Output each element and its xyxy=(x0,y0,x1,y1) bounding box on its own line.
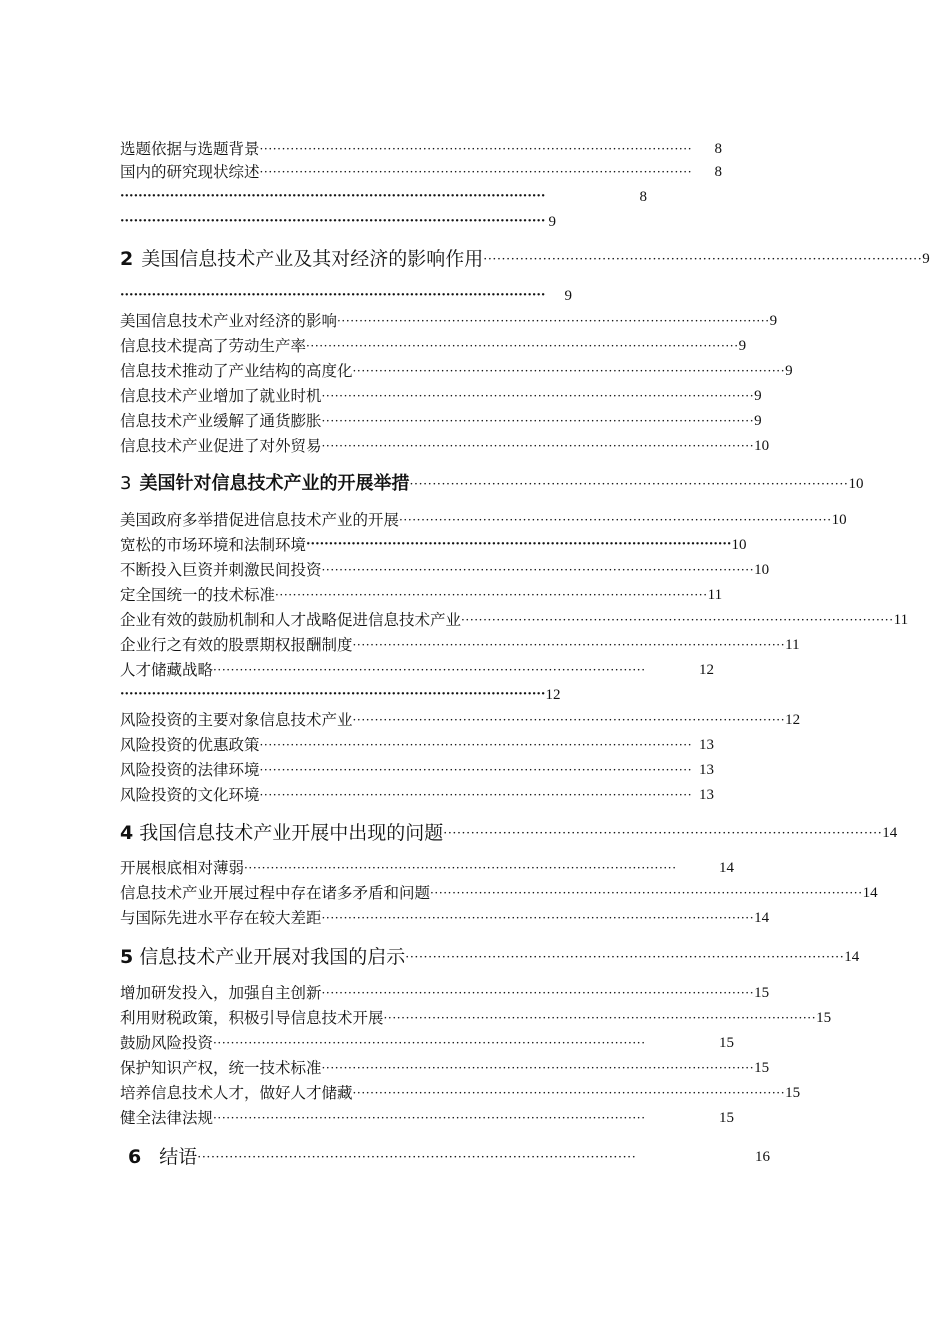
toc-entry[interactable] xyxy=(120,1032,734,1054)
chapter-number: 5 xyxy=(120,946,134,968)
toc-entry-title: 企业行之有效的股票期权报酬制度 xyxy=(120,636,353,654)
toc-entry[interactable] xyxy=(120,709,801,731)
toc-page-number: 9 xyxy=(922,251,930,267)
toc-page-number: 9 xyxy=(754,413,762,429)
toc-page-number: 8 xyxy=(714,141,722,157)
toc-page-number: 15 xyxy=(785,1085,801,1101)
toc-chapter[interactable] xyxy=(120,469,864,499)
chapter-number: 6 xyxy=(128,1146,142,1168)
dot-leader: ·································································································· xyxy=(213,663,646,677)
dot-leader: ································································································ xyxy=(409,476,849,491)
toc-entry[interactable] xyxy=(120,1057,770,1079)
toc-entry-title: 国内的研究现状综述 xyxy=(120,163,260,181)
toc-entry[interactable] xyxy=(120,138,722,160)
toc-chapter[interactable] xyxy=(128,1142,770,1172)
toc-page-number: 12 xyxy=(545,687,561,703)
toc-entry-title: 保护知识产权，统一技术标准 xyxy=(120,1059,322,1077)
toc-page-number: 11 xyxy=(893,612,909,628)
dot-leader: ·································································································· xyxy=(399,513,832,527)
toc-chapter[interactable] xyxy=(120,942,860,972)
toc-entry[interactable] xyxy=(120,161,722,183)
chapter-number: 2 xyxy=(120,248,134,270)
toc-entry[interactable] xyxy=(120,634,800,656)
toc-entry-title: 鼓励风险投资 xyxy=(120,1034,214,1052)
toc-page-number: 15 xyxy=(719,1110,734,1126)
dot-leader: ·································································································· xyxy=(275,588,708,602)
toc-entry-title: 信息技术产业促进了对外贸易 xyxy=(120,437,322,455)
dot-leader: ·································································································· xyxy=(461,613,894,627)
toc-chapter-title: 5 信息技术产业开展对我国的启示 xyxy=(120,946,406,968)
toc-page-number: 9 xyxy=(769,313,778,329)
toc-chapter[interactable] xyxy=(120,244,930,274)
toc-entry[interactable] xyxy=(120,534,747,556)
toc-entry[interactable] xyxy=(120,559,770,581)
toc-entry[interactable] xyxy=(120,360,793,382)
dot-leader: ·································································································· xyxy=(352,713,786,727)
toc-entry[interactable] xyxy=(120,310,778,332)
toc-page-number: 13 xyxy=(699,762,714,778)
toc-entry[interactable] xyxy=(120,285,572,307)
toc-page-number: 14 xyxy=(862,885,878,901)
toc-entry[interactable] xyxy=(120,759,714,781)
toc-entry[interactable] xyxy=(120,982,770,1004)
toc-page-number: 15 xyxy=(754,1060,770,1076)
dot-leader: ·································································································· xyxy=(259,763,693,777)
toc-entry[interactable] xyxy=(120,1107,734,1129)
toc-page-number: 15 xyxy=(719,1035,734,1051)
toc-page-number: 15 xyxy=(754,985,770,1001)
dot-leader: ·································································································· xyxy=(321,1061,755,1075)
toc-page-number: 10 xyxy=(754,438,770,454)
dot-leader: ·································································································· xyxy=(259,165,693,179)
toc-page-number: 16 xyxy=(755,1149,770,1165)
dot-leader: ·································································································· xyxy=(244,861,677,875)
toc-page-number: 12 xyxy=(785,712,801,728)
toc-page-number: 14 xyxy=(844,949,860,965)
toc-entry[interactable] xyxy=(120,186,647,208)
toc-entry[interactable] xyxy=(120,784,714,806)
toc-entry[interactable] xyxy=(120,609,909,631)
dot-leader: ·································································································· xyxy=(321,414,755,428)
toc-entry[interactable] xyxy=(120,734,714,756)
toc-entry-title: 宽松的市场环境和法制环境 xyxy=(120,536,307,554)
toc-entry[interactable] xyxy=(120,211,556,233)
dot-leader: ······························································································ xyxy=(120,288,546,303)
dot-leader: ································································································ xyxy=(197,1149,637,1164)
toc-entry-title: 风险投资的主要对象信息技术产业 xyxy=(120,711,353,729)
toc-page-number: 13 xyxy=(699,787,714,803)
toc-chapter-title: 2 美国信息技术产业及其对经济的影响作用 xyxy=(120,248,484,270)
toc-page-number: 9 xyxy=(785,363,793,379)
toc-entry-title: 培养信息技术人才，做好人才储藏 xyxy=(120,1084,353,1102)
toc-entry-title: 企业有效的鼓励机制和人才战略促进信息技术产业 xyxy=(120,611,462,629)
toc-page-number: 10 xyxy=(731,537,747,553)
toc-entry-title: 增加研发投入，加强自主创新 xyxy=(120,984,322,1002)
toc-chapter-title: 6 结语 xyxy=(128,1146,198,1168)
dot-leader: ······························································································ xyxy=(120,687,546,702)
toc-page-number: 13 xyxy=(699,737,714,753)
toc-entry[interactable] xyxy=(120,1082,801,1104)
toc-entry-title: 人才储藏战略 xyxy=(120,661,214,679)
toc-entry-title: 定全国统一的技术标准 xyxy=(120,586,276,604)
toc-entry-title: 风险投资的文化环境 xyxy=(120,786,260,804)
dot-leader: ·································································································· xyxy=(321,563,755,577)
toc-page-number: 8 xyxy=(639,189,647,205)
toc-entry-title: 信息技术产业增加了就业时机 xyxy=(120,387,322,405)
dot-leader: ·································································································· xyxy=(321,911,755,925)
toc-entry-title: 美国政府多举措促进信息技术产业的开展 xyxy=(120,511,400,529)
toc-entry-title: 利用财税政策，积极引导信息技术开展 xyxy=(120,1009,384,1027)
toc-entry-title: 风险投资的法律环境 xyxy=(120,761,260,779)
dot-leader: ································································································ xyxy=(405,949,845,964)
dot-leader: ································································································ xyxy=(443,825,883,840)
toc-page-number: 12 xyxy=(699,662,714,678)
toc-entry[interactable] xyxy=(120,584,723,606)
dot-leader: ································································································ xyxy=(483,251,923,266)
chapter-number: 3 xyxy=(120,473,132,494)
toc-page-number: 9 xyxy=(548,214,556,230)
toc-entry[interactable] xyxy=(120,509,847,531)
toc-page-number: 14 xyxy=(882,825,898,841)
toc-entry[interactable] xyxy=(120,857,734,879)
dot-leader: ·································································································· xyxy=(259,788,693,802)
toc-page-number: 10 xyxy=(754,562,770,578)
toc-chapter-title: 3 美国针对信息技术产业的开展举措 xyxy=(120,473,410,494)
toc-entry[interactable] xyxy=(120,659,714,681)
toc-chapter[interactable] xyxy=(120,818,898,848)
toc-chapter-title: 4 我国信息技术产业开展中出现的问题 xyxy=(120,822,444,844)
toc-entry-title: 与国际先进水平存在较大差距 xyxy=(120,909,322,927)
toc-entry-title: 开展根底相对薄弱 xyxy=(120,859,245,877)
toc-page-number: 9 xyxy=(564,288,572,304)
dot-leader: ·································································································· xyxy=(352,638,786,652)
toc-entry-title: 信息技术产业开展过程中存在诸多矛盾和问题 xyxy=(120,884,431,902)
toc-entry-title: 风险投资的优惠政策 xyxy=(120,736,260,754)
toc-entry-title: 信息技术产业缓解了通货膨胀 xyxy=(120,412,322,430)
dot-leader: ·································································································· xyxy=(306,339,739,353)
toc-entry[interactable] xyxy=(120,684,561,706)
dot-leader: ·································································································· xyxy=(321,986,755,1000)
dot-leader: ·································································································· xyxy=(383,1011,817,1025)
toc-entry-title: 选题依据与选题背景 xyxy=(120,140,260,158)
toc-entry[interactable] xyxy=(120,907,770,929)
toc-page-number: 11 xyxy=(707,587,723,603)
toc-entry[interactable] xyxy=(120,335,747,357)
dot-leader: ·································································································· xyxy=(259,142,693,156)
chapter-number: 4 xyxy=(120,822,134,844)
dot-leader: ·································································································· xyxy=(213,1036,646,1050)
dot-leader: ·································································································· xyxy=(430,886,863,900)
dot-leader: ·································································································· xyxy=(321,389,755,403)
toc-entry-title: 美国信息技术产业对经济的影响 xyxy=(120,312,338,330)
toc-entry[interactable] xyxy=(120,410,762,432)
toc-entry[interactable] xyxy=(120,385,762,407)
toc-entry-title: 健全法律法规 xyxy=(120,1109,214,1127)
dot-leader: ·································································································· xyxy=(352,364,786,378)
toc-page-number: 10 xyxy=(831,512,847,528)
dot-leader: ······························································································ xyxy=(120,214,546,229)
toc-page-number: 10 xyxy=(848,476,864,492)
dot-leader: ·································································································· xyxy=(337,314,770,328)
toc-page-number: 11 xyxy=(785,637,800,653)
toc-page-number: 9 xyxy=(738,338,747,354)
dot-leader: ······························································································ xyxy=(306,537,732,552)
toc-page-number: 14 xyxy=(754,910,770,926)
dot-leader: ······························································································ xyxy=(120,189,546,204)
toc-entry[interactable] xyxy=(120,882,878,904)
dot-leader: ·································································································· xyxy=(321,439,755,453)
toc-page-number: 8 xyxy=(714,164,722,180)
dot-leader: ·································································································· xyxy=(352,1086,786,1100)
toc-entry[interactable] xyxy=(120,435,770,457)
toc-entry-title: 信息技术推动了产业结构的高度化 xyxy=(120,362,353,380)
toc-page-number: 15 xyxy=(816,1010,832,1026)
dot-leader: ·································································································· xyxy=(213,1111,646,1125)
dot-leader: ·································································································· xyxy=(259,738,693,752)
toc-page-number: 9 xyxy=(754,388,762,404)
toc-entry[interactable] xyxy=(120,1007,832,1029)
toc-entry-title: 不断投入巨资并刺激民间投资 xyxy=(120,561,322,579)
toc-entry-title: 信息技术提高了劳动生产率 xyxy=(120,337,307,355)
toc-page-number: 14 xyxy=(719,860,734,876)
